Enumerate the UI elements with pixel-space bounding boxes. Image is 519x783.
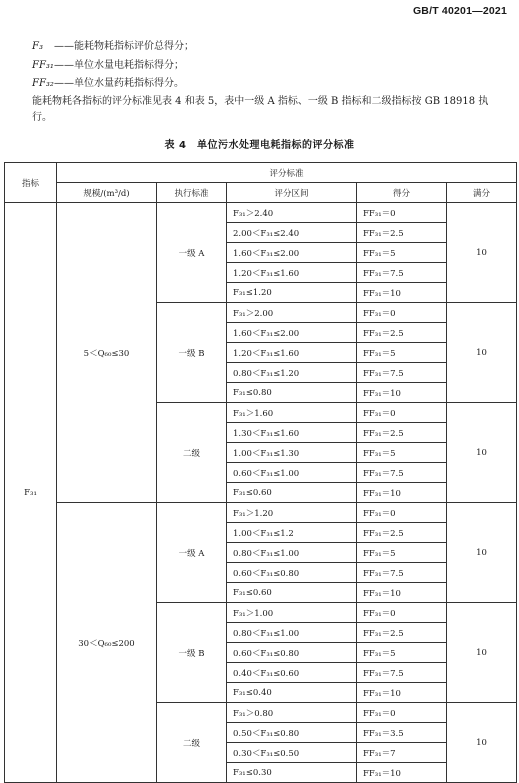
score-cell: FF₃₁＝2.5 bbox=[357, 623, 447, 643]
table-caption: 表 4 单位污水处理电耗指标的评分标准 bbox=[164, 140, 355, 151]
score-cell: FF₃₁＝5 bbox=[357, 543, 447, 563]
score-cell: FF₃₁＝10 bbox=[357, 383, 447, 403]
definition-item bbox=[32, 75, 194, 94]
interval-cell: 1.60＜F₃₁≤2.00 bbox=[227, 323, 357, 343]
standard-cell: 二级 bbox=[157, 403, 227, 503]
interval-cell: 0.30＜F₃₁≤0.50 bbox=[227, 743, 357, 763]
standard-cell: 一级 B bbox=[157, 303, 227, 403]
definition-symbol: FF₃₂ bbox=[32, 78, 54, 89]
interval-cell: 2.00＜F₃₁≤2.40 bbox=[227, 223, 357, 243]
score-cell: FF₃₁＝2.5 bbox=[357, 323, 447, 343]
interval-cell: F₃₁＞2.40 bbox=[227, 203, 357, 223]
score-cell: FF₃₁＝10 bbox=[357, 483, 447, 503]
score-cell: FF₃₁＝2.5 bbox=[357, 423, 447, 443]
full-score-cell: 10 bbox=[447, 303, 517, 403]
interval-cell: 0.50＜F₃₁≤0.80 bbox=[227, 723, 357, 743]
interval-cell: F₃₁≤0.60 bbox=[227, 483, 357, 503]
score-cell: FF₃₁＝10 bbox=[357, 583, 447, 603]
interval-cell: 0.80＜F₃₁≤1.20 bbox=[227, 363, 357, 383]
score-cell: FF₃₁＝7 bbox=[357, 743, 447, 763]
definition-text: ——单位水量电耗指标得分； bbox=[54, 59, 184, 71]
interval-cell: 0.60＜F₃₁≤0.80 bbox=[227, 563, 357, 583]
score-cell: FF₃₁＝0 bbox=[357, 503, 447, 523]
interval-cell: 1.30＜F₃₁≤1.60 bbox=[227, 423, 357, 443]
interval-cell: 0.40＜F₃₁≤0.60 bbox=[227, 663, 357, 683]
score-cell: FF₃₁＝0 bbox=[357, 703, 447, 723]
full-score-cell: 10 bbox=[447, 503, 517, 603]
score-cell: FF₃₁＝10 bbox=[357, 763, 447, 783]
score-cell: FF₃₁＝2.5 bbox=[357, 223, 447, 243]
table-row bbox=[5, 503, 517, 523]
score-cell: FF₃₁＝0 bbox=[357, 203, 447, 223]
symbol-definitions bbox=[32, 38, 194, 94]
score-cell: FF₃₁＝7.5 bbox=[357, 263, 447, 283]
table-body bbox=[5, 203, 517, 783]
full-score-cell: 10 bbox=[447, 203, 517, 303]
body-paragraph: 能耗物耗各指标的评分标准见表 4 和表 5，表中一级 A 指标、一级 B 指标和二级指标按 GB 18918 执行。 bbox=[32, 96, 489, 123]
interval-cell: F₃₁＞1.20 bbox=[227, 503, 357, 523]
score-cell: FF₃₁＝7.5 bbox=[357, 563, 447, 583]
interval-cell: 1.20＜F₃₁≤1.60 bbox=[227, 263, 357, 283]
interval-cell: F₃₁≤0.80 bbox=[227, 383, 357, 403]
header-standard: 执行标准 bbox=[157, 183, 227, 203]
interval-cell: 1.00＜F₃₁≤1.2 bbox=[227, 523, 357, 543]
full-score-cell: 10 bbox=[447, 703, 517, 783]
score-cell: FF₃₁＝7.5 bbox=[357, 363, 447, 383]
score-cell: FF₃₁＝5 bbox=[357, 243, 447, 263]
score-cell: FF₃₁＝5 bbox=[357, 643, 447, 663]
score-cell: FF₃₁＝5 bbox=[357, 443, 447, 463]
score-cell: FF₃₁＝0 bbox=[357, 403, 447, 423]
score-cell: FF₃₁＝7.5 bbox=[357, 463, 447, 483]
standard-cell: 一级 A bbox=[157, 203, 227, 303]
definition-symbol: F₃ bbox=[32, 41, 43, 52]
table-row bbox=[5, 203, 517, 223]
standard-cell: 一级 A bbox=[157, 503, 227, 603]
interval-cell: 0.60＜F₃₁≤1.00 bbox=[227, 463, 357, 483]
score-cell: FF₃₁＝0 bbox=[357, 603, 447, 623]
header-scale: 规模/(m³/d) bbox=[57, 183, 157, 203]
interval-cell: 1.60＜F₃₁≤2.00 bbox=[227, 243, 357, 263]
interval-cell: F₃₁＞1.00 bbox=[227, 603, 357, 623]
interval-cell: F₃₁≤1.20 bbox=[227, 283, 357, 303]
definition-item bbox=[32, 57, 194, 76]
header-score: 得分 bbox=[357, 183, 447, 203]
interval-cell: 1.00＜F₃₁≤1.30 bbox=[227, 443, 357, 463]
scoring-table bbox=[4, 162, 517, 783]
interval-cell: F₃₁＞2.00 bbox=[227, 303, 357, 323]
interval-cell: 1.20＜F₃₁≤1.60 bbox=[227, 343, 357, 363]
standard-cell: 一级 B bbox=[157, 603, 227, 703]
interval-cell: 0.80＜F₃₁≤1.00 bbox=[227, 623, 357, 643]
definition-symbol: FF₃₁ bbox=[32, 59, 54, 71]
interval-cell: 0.60＜F₃₁≤0.80 bbox=[227, 643, 357, 663]
interval-cell: F₃₁≤0.30 bbox=[227, 763, 357, 783]
interval-cell: 0.80＜F₃₁≤1.00 bbox=[227, 543, 357, 563]
score-cell: FF₃₁＝2.5 bbox=[357, 523, 447, 543]
score-cell: FF₃₁＝5 bbox=[357, 343, 447, 363]
score-cell: FF₃₁＝10 bbox=[357, 683, 447, 703]
interval-cell: F₃₁＞0.80 bbox=[227, 703, 357, 723]
scale-cell: 30＜Q₆₀≤200 bbox=[57, 503, 157, 783]
standard-code: GB/T 40201—2021 bbox=[412, 5, 507, 17]
header-full: 满分 bbox=[447, 183, 517, 203]
definition-item bbox=[32, 38, 194, 57]
header-indicator: 指标 bbox=[5, 163, 57, 203]
standard-cell: 二级 bbox=[157, 703, 227, 783]
header-interval: 评分区间 bbox=[227, 183, 357, 203]
interval-cell: F₃₁≤0.60 bbox=[227, 583, 357, 603]
header-criteria: 评分标准 bbox=[57, 163, 517, 183]
interval-cell: F₃₁≤0.40 bbox=[227, 683, 357, 703]
full-score-cell: 10 bbox=[447, 603, 517, 703]
definition-text: ——单位水量药耗指标得分。 bbox=[54, 78, 184, 89]
indicator-cell: F₃₁ bbox=[5, 203, 57, 783]
definition-text: ——能耗物耗指标评价总得分； bbox=[54, 41, 194, 52]
score-cell: FF₃₁＝0 bbox=[357, 303, 447, 323]
score-cell: FF₃₁＝3.5 bbox=[357, 723, 447, 743]
full-score-cell: 10 bbox=[447, 403, 517, 503]
interval-cell: F₃₁＞1.60 bbox=[227, 403, 357, 423]
score-cell: FF₃₁＝10 bbox=[357, 283, 447, 303]
scale-cell: 5＜Q₆₀≤30 bbox=[57, 203, 157, 503]
score-cell: FF₃₁＝7.5 bbox=[357, 663, 447, 683]
